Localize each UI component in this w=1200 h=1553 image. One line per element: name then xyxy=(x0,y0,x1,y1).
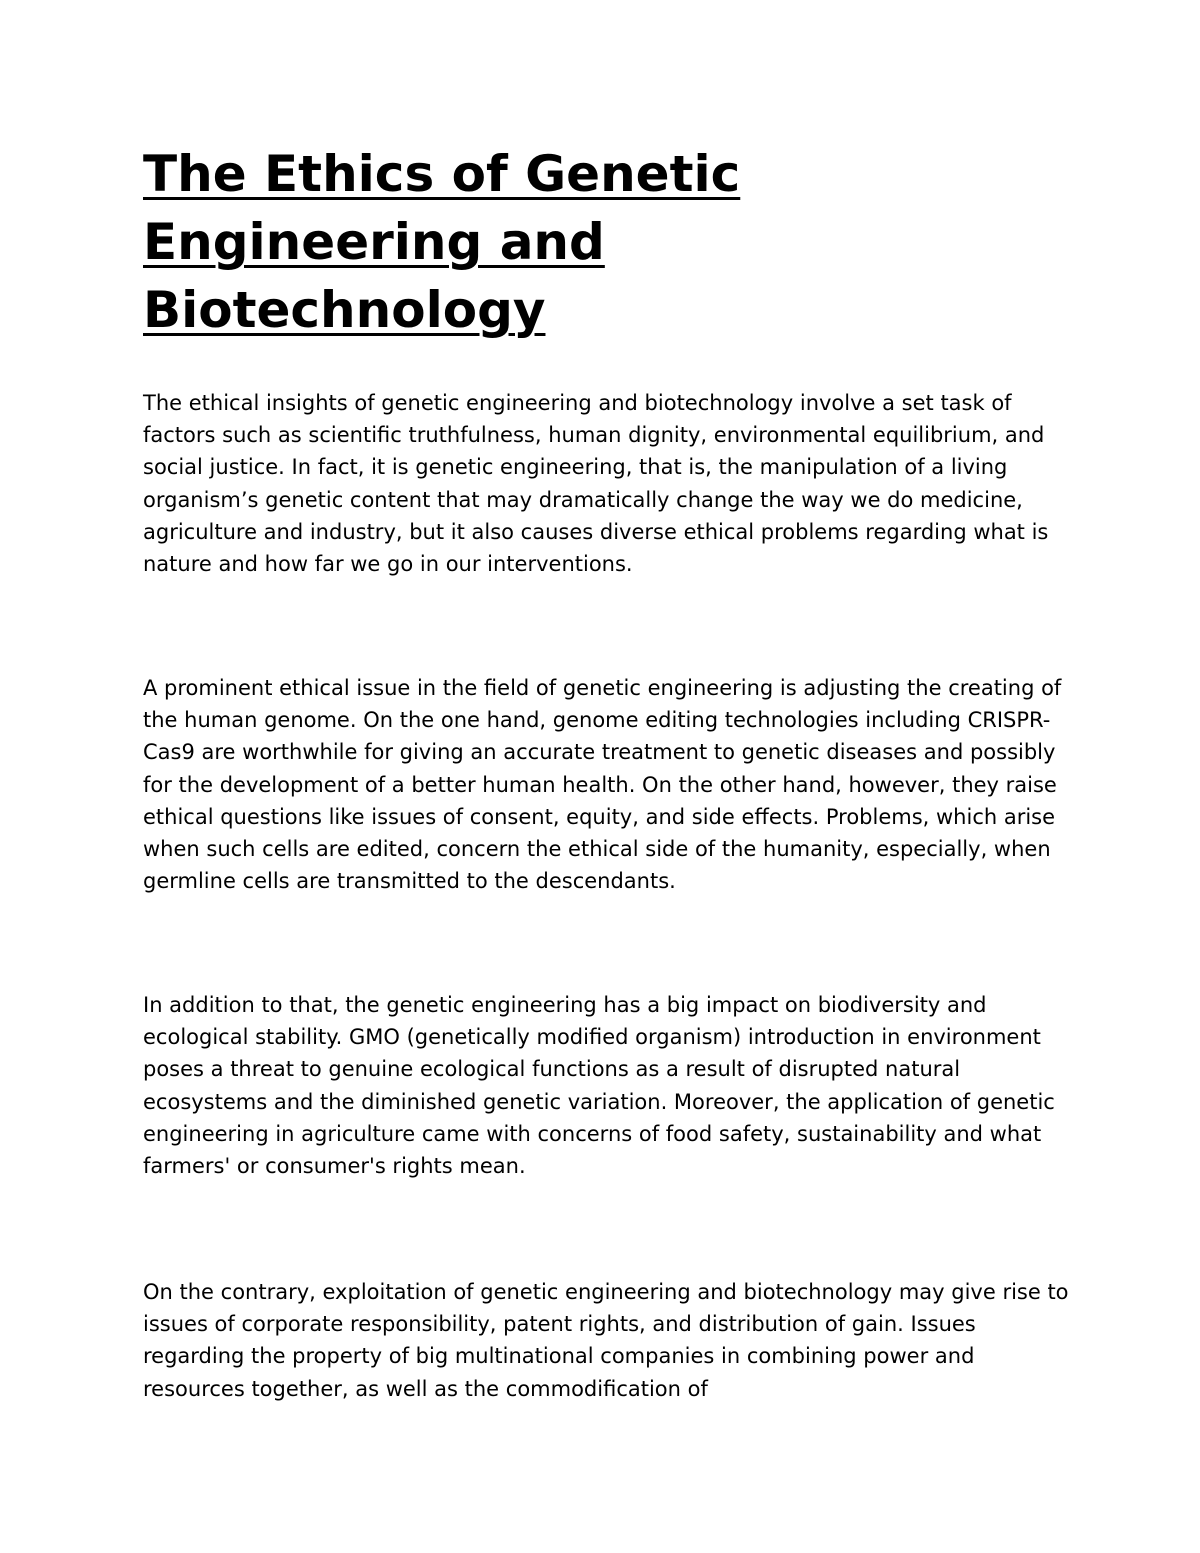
paragraph-human-genome: A prominent ethical issue in the field of genetic engineering is adjusting the creating of the human genome. On the one hand, genome editing technologies including CRISPR-Cas9 are worthwhile for giving an accurate treatment to genetic diseases and possibly for the development of a better human health. On the other hand, however, they raise ethical questions like issues of consent, equity, and side effects. Problems, which arise when such cells are edited, concern the ethical side of the humanity, especially, when germline cells are transmitted to the descendants. xyxy=(143,676,1062,894)
paragraph-corporate: On the contrary, exploitation of genetic engineering and biotechnology may give rise to issues of corporate responsibility, patent rights, and distribution of gain. Issues regarding the property of big multinational companies in combining power and resources together, as well as the commodification of xyxy=(143,1280,1069,1401)
paragraph-biodiversity: In addition to that, the genetic engineering has a big impact on biodiversity and ecological stability. GMO (genetically modified organism) introduction in environment poses a threat to genuine ecological functions as a result of disrupted natural ecosystems and the diminished genetic variation. Moreover, the application of genetic engineering in agriculture came with concerns of food safety, sustainability and what farmers' or consumer's rights mean. xyxy=(143,993,1055,1179)
document-title: The Ethics of Genetic Engineering and Biotechnology xyxy=(143,145,741,339)
paragraph-intro: The ethical insights of genetic engineering and biotechnology involve a set task of factors such as scientific truthfulness, human dignity, environmental equilibrium, and social justice. In fact, it is genetic engineering, that is, the manipulation of a living organism’s genetic content that may dramatically change the way we do medicine, agriculture and industry, but it also causes diverse ethical problems regarding what is nature and how far we go in our interventions. xyxy=(143,391,1049,577)
